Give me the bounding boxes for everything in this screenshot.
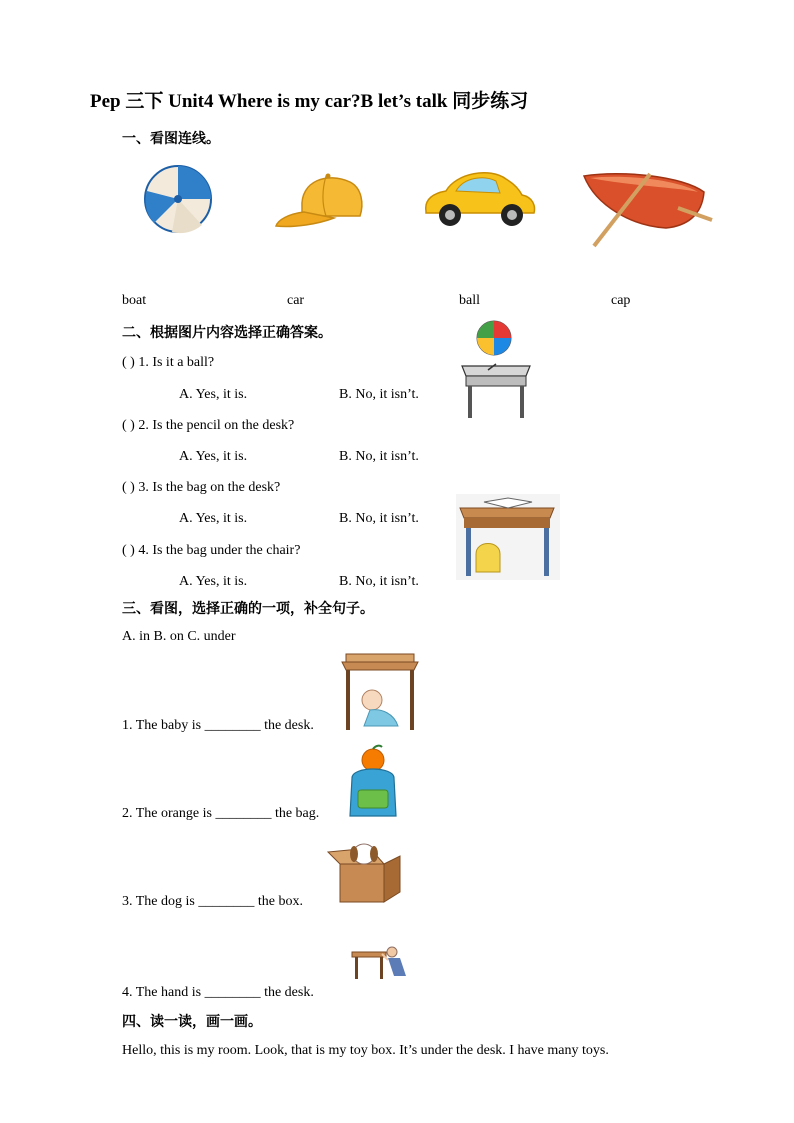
section-3-heading: 三、看图，选择正确的一项，补全句子。 bbox=[122, 601, 374, 617]
q3-option-b: B. No, it isn’t. bbox=[339, 511, 419, 526]
q3-option-a: A. Yes, it is. bbox=[179, 511, 248, 526]
q4-option-b: B. No, it isn’t. bbox=[339, 574, 419, 589]
q2-option-a: A. Yes, it is. bbox=[179, 449, 248, 464]
match-word-car: car bbox=[287, 293, 305, 308]
baby-under-desk-picture bbox=[342, 654, 418, 730]
desk-with-ball-picture bbox=[460, 318, 532, 422]
preposition-choices: A. in B. on C. under bbox=[122, 629, 236, 644]
sentence-4: 4. The hand is ________ the desk. bbox=[122, 985, 314, 1000]
desk-with-bag-picture bbox=[456, 494, 560, 580]
q1-option-b: B. No, it isn’t. bbox=[339, 387, 419, 402]
question-2: ( ) 2. Is the pencil on the desk? bbox=[122, 418, 295, 433]
match-word-cap: cap bbox=[611, 293, 631, 308]
question-1: ( ) 1. Is it a ball? bbox=[122, 355, 215, 370]
page-title: Pep 三下 Unit4 Where is my car?B let’s talk 同步练习 bbox=[90, 91, 529, 112]
q4-option-a: A. Yes, it is. bbox=[179, 574, 248, 589]
section-4-heading: 四、读一读，画一画。 bbox=[122, 1014, 262, 1030]
sentence-2: 2. The orange is ________ the bag. bbox=[122, 806, 320, 821]
hand-on-desk-picture bbox=[352, 944, 410, 980]
orange-on-bag-picture bbox=[344, 744, 402, 820]
dog-in-box-picture bbox=[326, 834, 404, 904]
boat-icon bbox=[582, 166, 716, 250]
q2-option-b: B. No, it isn’t. bbox=[339, 449, 419, 464]
sentence-1: 1. The baby is ________ the desk. bbox=[122, 718, 314, 733]
ball-icon bbox=[142, 163, 214, 235]
match-word-boat: boat bbox=[122, 293, 147, 308]
question-4: ( ) 4. Is the bag under the chair? bbox=[122, 543, 301, 558]
section-2-heading: 二、根据图片内容选择正确答案。 bbox=[122, 325, 332, 341]
q1-option-a: A. Yes, it is. bbox=[179, 387, 248, 402]
car-icon bbox=[420, 165, 538, 231]
match-word-ball: ball bbox=[459, 293, 480, 308]
section-1-heading: 一、看图连线。 bbox=[122, 131, 220, 147]
sentence-3: 3. The dog is ________ the box. bbox=[122, 894, 303, 909]
reading-passage: Hello, this is my room. Look, that is my toy box. It’s under the desk. I have many toys. bbox=[122, 1043, 609, 1058]
cap-icon bbox=[274, 170, 366, 232]
question-3: ( ) 3. Is the bag on the desk? bbox=[122, 480, 281, 495]
